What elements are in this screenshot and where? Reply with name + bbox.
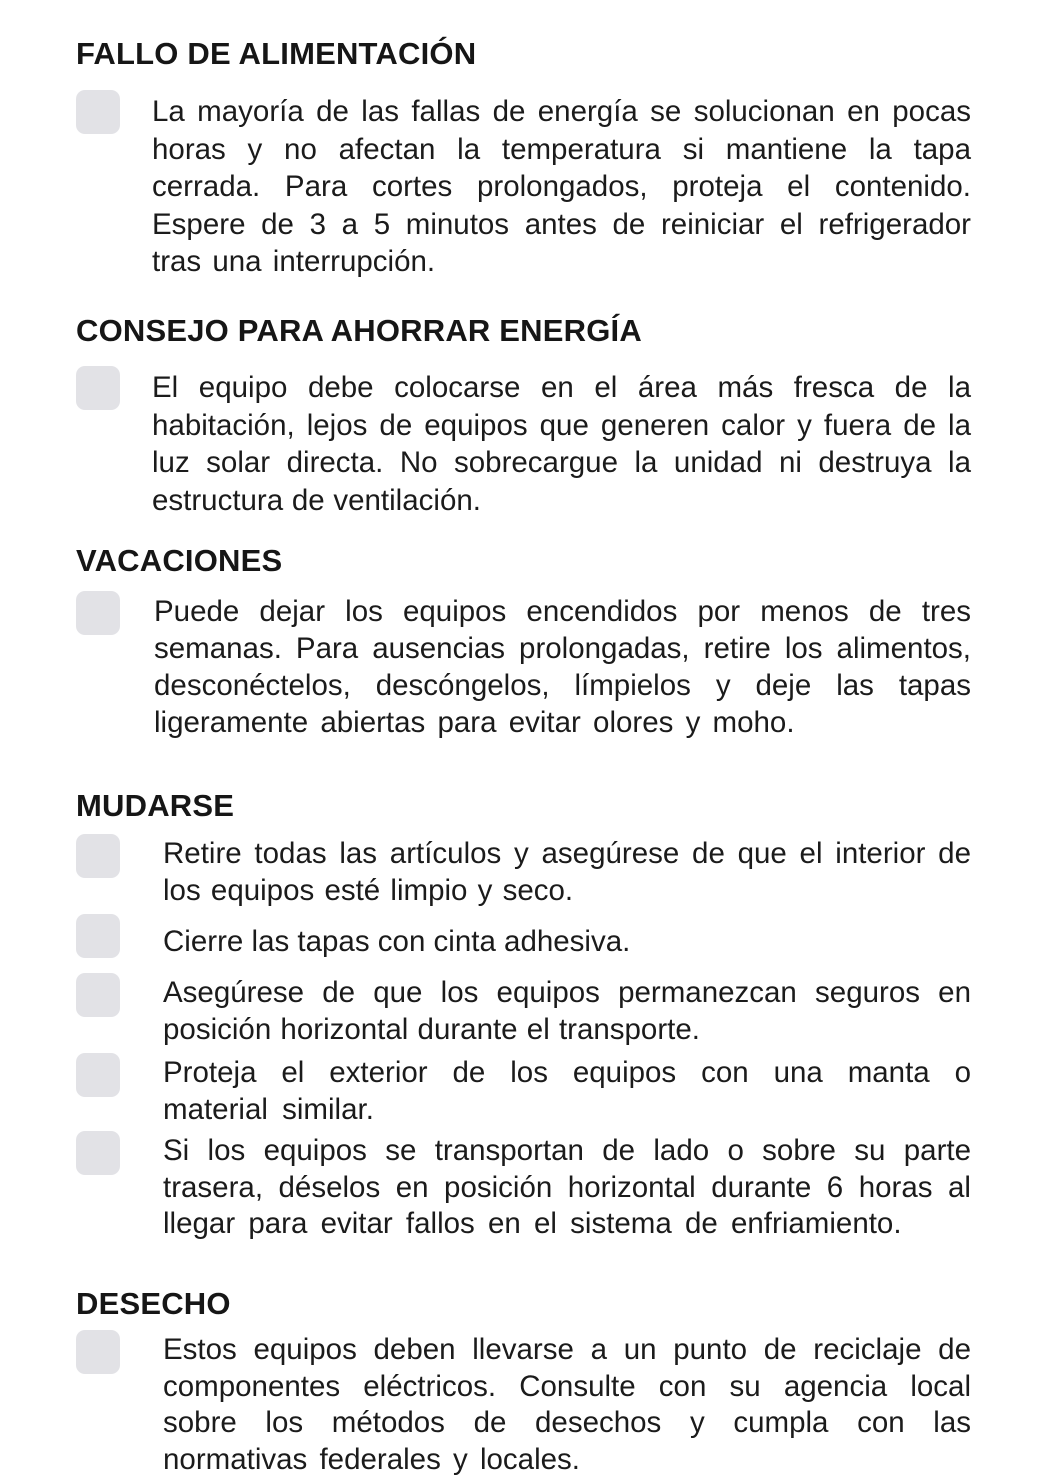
section-heading-disposal: DESECHO [76,1286,231,1321]
item-text: La mayoría de las fallas de energía se solucionan en pocas horas y no afectan la temperatura si mantiene la tapa cerrada. Para cortes prolongados, proteja el contenido. Espere de 3 a 5 minutos antes de reiniciar el refrigerador tras una interrupción. [152,95,971,278]
checkbox-icon[interactable] [76,1131,120,1175]
checkbox-icon[interactable] [76,973,120,1017]
checkbox-icon[interactable] [76,1330,120,1374]
item-text: Proteja el exterior de los equipos con una manta o material similar. [163,1056,971,1126]
item-text: Estos equipos deben llevarse a un punto de reciclaje de componentes eléctricos. Consulte con su agencia local sobre los métodos de desechos y cumpla con las normativas federales y locales. [163,1333,971,1476]
checkbox-icon[interactable] [76,1053,120,1097]
list-item-energy-saving [76,366,971,518]
item-text: Puede dejar los equipos encendidos por menos de tres semanas. Para ausencias prolongadas, retire los alimentos, desconéctelos, descóngelos, límpielos y deje las tapas ligeramente abiertas para evitar olores y moho. [154,595,971,739]
list-item-moving-5 [76,1131,971,1281]
list-item-moving-1 [76,834,971,910]
list-item-disposal [76,1330,971,1480]
checkbox-icon[interactable] [76,591,120,635]
item-text: Cierre las tapas con cinta adhesiva. [163,925,631,958]
item-text: Retire todas las artículos y asegúrese de que el interior de los equipos esté limpio y seco. [163,837,971,907]
list-item-moving-2 [76,914,971,958]
checkbox-icon[interactable] [76,90,120,134]
list-item-power-failure [76,90,971,280]
item-text: Si los equipos se transportan de lado o sobre su parte trasera, déselos en posición horizontal durante 6 horas al llegar para evitar fallos en el sistema de enfriamiento. [163,1134,971,1240]
section-heading-moving: MUDARSE [76,788,235,823]
checkbox-icon[interactable] [76,366,120,410]
list-item-moving-4 [76,1053,971,1129]
item-text: Asegúrese de que los equipos permanezcan seguros en posición horizontal durante el transporte. [163,976,971,1046]
section-heading-energy-saving: CONSEJO PARA AHORRAR ENERGÍA [76,313,642,348]
list-item-vacation [76,591,971,775]
section-heading-vacation: VACACIONES [76,543,283,578]
list-item-moving-3 [76,973,971,1049]
item-text: El equipo debe colocarse en el área más fresca de la habitación, lejos de equipos que generen calor y fuera de la luz solar directa. No sobrecargue la unidad ni destruya la estructura de ventilación. [152,371,971,517]
checkbox-icon[interactable] [76,834,120,878]
section-heading-power-failure: FALLO DE ALIMENTACIÓN [76,36,477,71]
checkbox-icon[interactable] [76,914,120,958]
